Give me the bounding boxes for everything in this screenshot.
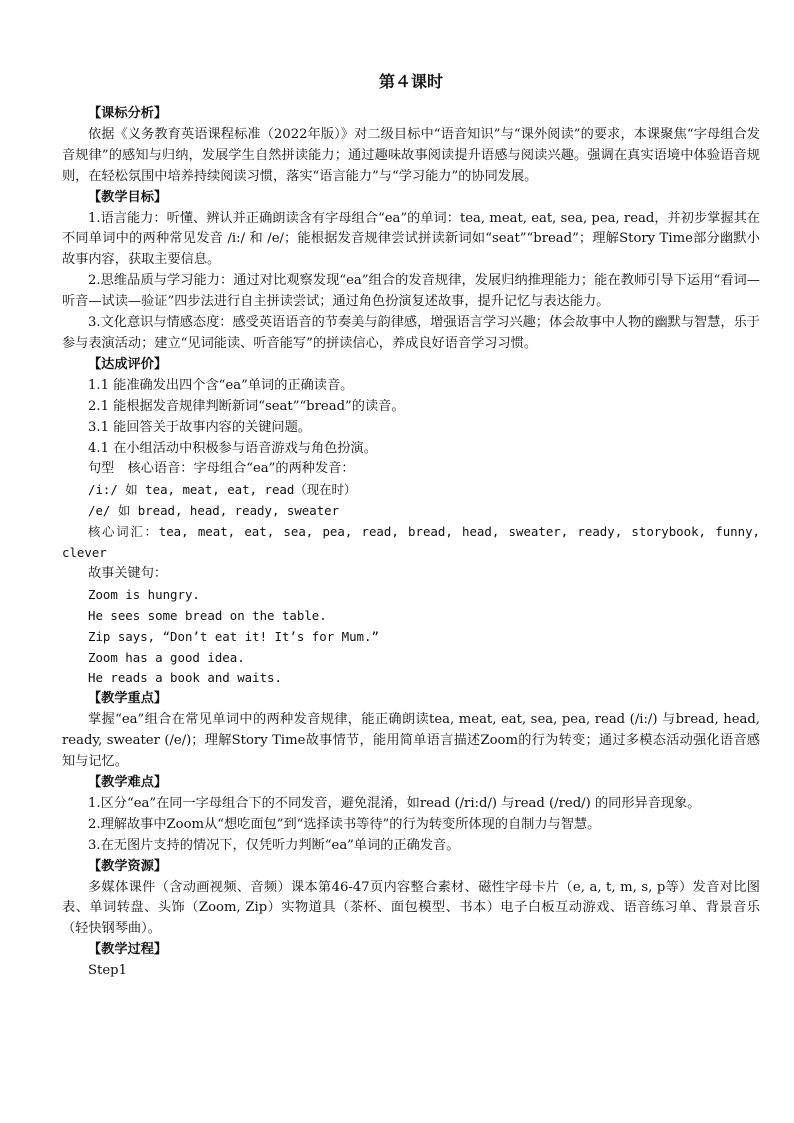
objective-1: 1.语言能力：听懂、辨认并正确朗读含有字母组合“ea”的单词：tea, meat, eat, sea, pea, read，并初步掌握其在不同单词中的两种常见发音 /i:/ 和 /e/；能根据发音规律尝试拼读新词如“seat”“bread”；理解Story Time部分幽默小故事内容，获取主要信息。 (62, 210, 760, 268)
section-heading-evaluation: 【达成评价】 (88, 356, 168, 372)
page-title: 第４课时 (378, 72, 443, 91)
step-label: Step1 (88, 963, 127, 979)
section-heading-key-points: 【教学重点】 (88, 691, 168, 707)
curriculum-paragraph: 依据《义务教育英语课程标准（2022年版）》对二级目标中“语音知识”与“课外阅读”的要求，本课聚焦“字母组合发音规律”的感知与归纳，发展学生自然拼读能力；通过趣味故事阅读提升语感与阅读兴趣。强调在真实语境中体验语音规则，在轻松氛围中培养持续阅读习惯，落实“语言能力”与“学习能力”的协同发展。 (62, 126, 760, 184)
difficulty-1: 1.区分“ea”在同一字母组合下的不同发音，避免混淆，如read (/ri:d/) 与read (/red/) 的同形异音现象。 (88, 795, 701, 811)
story-sentence-4: Zoom has a good idea. (88, 649, 245, 665)
section-heading-difficulties: 【教学难点】 (88, 775, 168, 790)
core-vocabulary: 核心词汇：tea, meat, eat, sea, pea, read, bread, head, sweater, ready, storybook, funny, clever (62, 524, 760, 561)
story-key-sentences-label: 故事关键句： (88, 565, 168, 581)
resources-paragraph: 多媒体课件（含动画视频、音频）课本第46-47页内容整合素材、磁性字母卡片（e, a, t, m, s, p等）发音对比图表、单词转盘、头饰（Zoom, Zip）实物道具（茶杯、面包模型、书本）电子白板互动游戏、语音练习单、背景音乐（轻快钢琴曲）。 (62, 879, 760, 937)
objective-2: 2.思维品质与学习能力：通过对比观察发现“ea”组合的发音规律，发展归纳推理能力；能在教师引导下运用“看词—听音—试读—验证”四步法进行自主拼读尝试；通过角色扮演复述故事，提升记忆与表达能力。 (62, 273, 760, 310)
section-heading-process: 【教学过程】 (88, 942, 168, 958)
evaluation-2: 2.1 能根据发音规律判断新词“seat”“bread”的读音。 (88, 398, 405, 414)
story-sentence-5: He reads a book and waits. (88, 670, 282, 686)
key-points-paragraph: 掌握“ea”组合在常见单词中的两种发音规律，能正确朗读tea, meat, eat, sea, pea, read (/i:/) 与bread, head, ready, sweater (/e/)；理解Story Time故事情节，能用简单语言描述Zoom的行为转变；通过多模态活动强化语音感知与记忆。 (62, 712, 760, 770)
pattern-long-e: /i:/ 如 tea, meat, eat, read（现在时） (88, 482, 357, 498)
story-sentence-2: He sees some bread on the table. (88, 607, 327, 623)
difficulty-2: 2.理解故事中Zoom从“想吃面包”到“选择读书等待”的行为转变所体现的自制力与智慧。 (88, 816, 601, 832)
evaluation-4: 4.1 在小组活动中积极参与语音游戏与角色扮演。 (88, 440, 377, 456)
section-heading-objectives: 【教学目标】 (88, 189, 168, 205)
story-sentence-3: Zip says, “Don’t eat it! It’s for Mum.” (88, 628, 379, 644)
evaluation-3: 3.1 能回答关于故事内容的关键问题。 (88, 419, 311, 435)
sentence-pattern-label: 句型 核心语音：字母组合“ea”的两种发音： (88, 461, 355, 477)
difficulty-3: 3.在无图片支持的情况下，仅凭听力判断“ea”单词的正确发音。 (88, 837, 460, 853)
section-heading-resources: 【教学资源】 (88, 858, 168, 874)
story-sentence-1: Zoom is hungry. (88, 586, 200, 602)
section-heading-curriculum: 【课标分析】 (88, 106, 168, 121)
evaluation-1: 1.1 能准确发出四个含“ea”单词的正确读音。 (88, 377, 354, 393)
objective-3: 3.文化意识与情感态度：感受英语语音的节奏美与韵律感，增强语言学习兴趣；体会故事中人物的幽默与智慧，乐于参与表演活动；建立“见词能读、听音能写”的拼读信心，养成良好语音学习习惯。 (62, 315, 760, 351)
pattern-short-e: /e/ 如 bread, head, ready, sweater (88, 503, 340, 519)
